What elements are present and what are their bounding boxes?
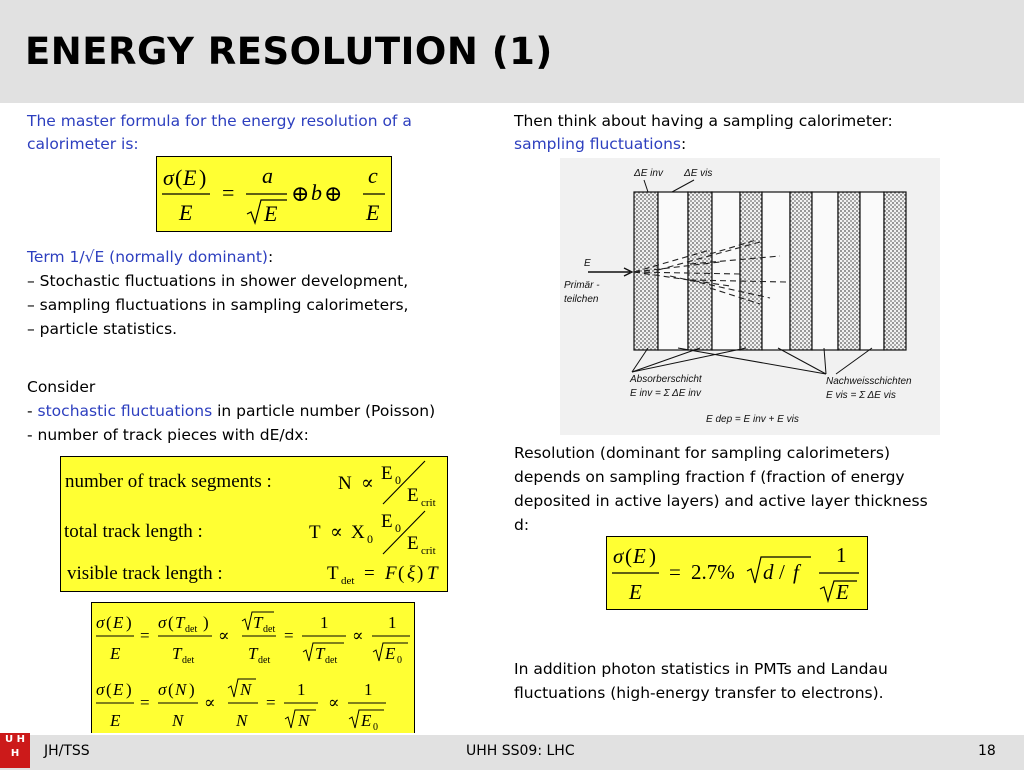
svg-text:): ) <box>199 165 207 190</box>
track-formula-box <box>60 456 448 592</box>
sketch-nachweis: Nachweisschichten <box>826 376 912 387</box>
calorimeter-sketch <box>560 158 940 435</box>
svg-text:0: 0 <box>395 473 401 487</box>
term-line <box>27 246 273 270</box>
sampling-fluct: sampling fluctuations <box>514 135 681 153</box>
consider-rest: in particle number (Poisson) <box>212 402 436 420</box>
resolution-formula-graphic <box>607 537 867 609</box>
stochastic-fluct: stochastic fluctuations <box>37 402 213 420</box>
svg-text:N: N <box>236 711 248 730</box>
svg-text:ξ: ξ <box>407 563 416 584</box>
res-line-3: deposited in active layers) and active layer thickness <box>514 492 928 510</box>
footer-course: UHH SS09: LHC <box>466 743 575 759</box>
svg-text:): ) <box>203 613 209 632</box>
sketch-e-vis: ΔE vis <box>684 168 713 179</box>
coef-b: b <box>311 180 322 205</box>
svg-text:crit: crit <box>421 497 436 509</box>
derived-formula-box <box>91 602 415 734</box>
svg-text:E: E <box>361 711 372 730</box>
master-formula <box>156 156 392 232</box>
svg-text:N: N <box>240 680 252 699</box>
svg-text:E: E <box>183 165 197 190</box>
svg-text:=: = <box>140 626 150 645</box>
svg-text:): ) <box>126 680 132 699</box>
derived-formula-graphic <box>92 603 414 733</box>
svg-text:(: ( <box>175 165 183 190</box>
svg-text:T: T <box>253 613 263 632</box>
consider-dash: - <box>27 402 38 420</box>
res-line-1: Resolution (dominant for sampling calorimeters) <box>514 444 891 462</box>
track-label-2: total track length : <box>64 521 203 542</box>
term-heading: Term 1/√E (normally dominant) <box>27 248 268 266</box>
sketch-nachweis-eq: E vis = Σ ΔE vis <box>826 390 896 401</box>
uhh-logo-text: U H H <box>5 734 25 759</box>
svg-text:E: E <box>381 511 393 532</box>
svg-text:crit: crit <box>421 545 436 557</box>
svg-text:1: 1 <box>836 543 847 567</box>
svg-text:1: 1 <box>388 613 397 632</box>
svg-text:F: F <box>385 563 397 584</box>
res-line-4: d: <box>514 516 530 534</box>
svg-text:(: ( <box>106 680 112 699</box>
svg-text:E: E <box>110 644 121 663</box>
svg-text:E: E <box>264 201 278 226</box>
svg-text:E: E <box>633 544 646 568</box>
svg-text:): ) <box>126 613 132 632</box>
svg-text:σ: σ <box>613 544 624 568</box>
sketch-primary-1: Primär - <box>564 280 600 291</box>
svg-text:⊕: ⊕ <box>291 181 310 206</box>
svg-text:(: ( <box>168 680 174 699</box>
svg-text:∝: ∝ <box>330 522 343 543</box>
svg-text:det: det <box>341 575 355 587</box>
svg-text:T: T <box>309 522 321 543</box>
svg-text:=: = <box>364 563 375 584</box>
svg-text:E: E <box>407 485 419 506</box>
svg-text:=: = <box>669 560 681 584</box>
svg-text:T: T <box>315 644 325 663</box>
svg-text:X: X <box>351 522 365 543</box>
slide-title: ENERGY RESOLUTION (1) <box>25 30 553 73</box>
sketch-e-inv: ΔE inv <box>634 168 663 179</box>
svg-text:(: ( <box>168 613 174 632</box>
svg-text:⊕: ⊕ <box>324 181 343 206</box>
term-colon: : <box>267 248 274 266</box>
svg-text:σ: σ <box>96 613 105 632</box>
sketch-primary-2: teilchen <box>564 294 599 305</box>
svg-text:E: E <box>113 680 124 699</box>
svg-text:∝: ∝ <box>218 626 230 645</box>
svg-text:∝: ∝ <box>361 473 374 494</box>
track-formula-graphic <box>61 457 447 591</box>
footer-author: JH/TSS <box>44 743 90 759</box>
svg-text:σ: σ <box>96 680 105 699</box>
coef-c: c <box>368 163 378 188</box>
svg-text:): ) <box>649 544 656 568</box>
svg-text:(: ( <box>398 563 405 584</box>
svg-text:d: d <box>763 560 774 584</box>
svg-text:∝: ∝ <box>352 626 364 645</box>
bullet-2: – sampling fluctuations in sampling calorimeters, <box>27 296 409 314</box>
svg-text:∝: ∝ <box>204 693 216 712</box>
svg-text:E: E <box>110 711 121 730</box>
uhh-logo <box>0 733 30 768</box>
svg-text:σ: σ <box>158 680 167 699</box>
track-label-1: number of track segments : <box>65 471 272 492</box>
sketch-dep-eq: E dep = E inv + E vis <box>706 414 799 425</box>
sketch-e: E <box>584 258 591 269</box>
svg-text:T: T <box>327 563 339 584</box>
res-coefficient: 2.7% <box>691 560 735 584</box>
svg-text:0: 0 <box>395 521 401 535</box>
svg-text:=: = <box>140 693 150 712</box>
svg-text:∝: ∝ <box>328 693 340 712</box>
svg-text:0: 0 <box>373 722 378 733</box>
svg-text:1: 1 <box>320 613 329 632</box>
svg-text:E: E <box>366 200 380 225</box>
intro-line-2: calorimeter is: <box>27 135 139 153</box>
svg-text:E: E <box>113 613 124 632</box>
svg-text:σ: σ <box>158 613 167 632</box>
svg-text:E: E <box>385 644 396 663</box>
svg-text:N: N <box>298 711 310 730</box>
svg-text:E: E <box>836 580 849 604</box>
track-label-3: visible track length : <box>67 563 223 584</box>
svg-text:0: 0 <box>367 532 373 546</box>
svg-text:N: N <box>172 711 184 730</box>
page-number: 18 <box>978 743 996 759</box>
svg-text:T: T <box>427 563 438 584</box>
sketch-absorber: Absorberschicht <box>630 374 702 385</box>
res-line-2: depends on sampling fraction f (fraction of energy <box>514 468 905 486</box>
master-formula-graphic <box>157 157 391 231</box>
coef-a: a <box>262 163 273 188</box>
svg-text:T: T <box>172 644 182 663</box>
svg-text:E: E <box>179 200 193 225</box>
sketch-absorber-eq: E inv = Σ ΔE inv <box>630 388 701 399</box>
svg-text:E: E <box>629 580 642 604</box>
svg-text:det: det <box>263 624 276 635</box>
svg-text:f: f <box>793 560 799 584</box>
svg-text:): ) <box>417 563 424 584</box>
sampling-colon: : <box>681 135 687 153</box>
consider-label: Consider <box>27 378 96 396</box>
bullet-3: – particle statistics. <box>27 320 178 338</box>
svg-text:det: det <box>258 655 271 666</box>
svg-text:=: = <box>222 180 235 205</box>
resolution-formula <box>606 536 868 610</box>
svg-text:0: 0 <box>397 655 402 666</box>
svg-text:det: det <box>182 655 195 666</box>
svg-text:): ) <box>189 680 195 699</box>
svg-text:=: = <box>266 693 276 712</box>
bullet-1: – Stochastic fluctuations in shower development, <box>27 272 409 290</box>
svg-text:σ: σ <box>163 165 174 190</box>
add-line-2: fluctuations (high-energy transfer to electrons). <box>514 684 884 702</box>
svg-text:det: det <box>185 624 198 635</box>
svg-text:1: 1 <box>297 680 306 699</box>
svg-text:N: N <box>338 473 352 494</box>
calorimeter-drawing <box>560 158 940 435</box>
svg-text:/: / <box>779 560 785 584</box>
svg-text:1: 1 <box>364 680 373 699</box>
svg-text:(: ( <box>625 544 632 568</box>
think-line: Then think about having a sampling calorimeter: <box>514 112 893 130</box>
intro-line-1: The master formula for the energy resolution of a <box>27 112 412 130</box>
add-line-1: In addition photon statistics in PMTs and Landau <box>514 660 888 678</box>
svg-text:E: E <box>381 463 393 484</box>
svg-text:(: ( <box>106 613 112 632</box>
consider-line-2: - number of track pieces with dE/dx: <box>27 426 309 444</box>
svg-text:=: = <box>284 626 294 645</box>
svg-text:T: T <box>175 613 185 632</box>
sampling-line <box>514 133 686 157</box>
svg-text:N: N <box>175 680 187 699</box>
consider-line-1 <box>27 400 435 424</box>
svg-text:T: T <box>248 644 258 663</box>
svg-text:E: E <box>407 533 419 554</box>
svg-text:det: det <box>325 655 338 666</box>
